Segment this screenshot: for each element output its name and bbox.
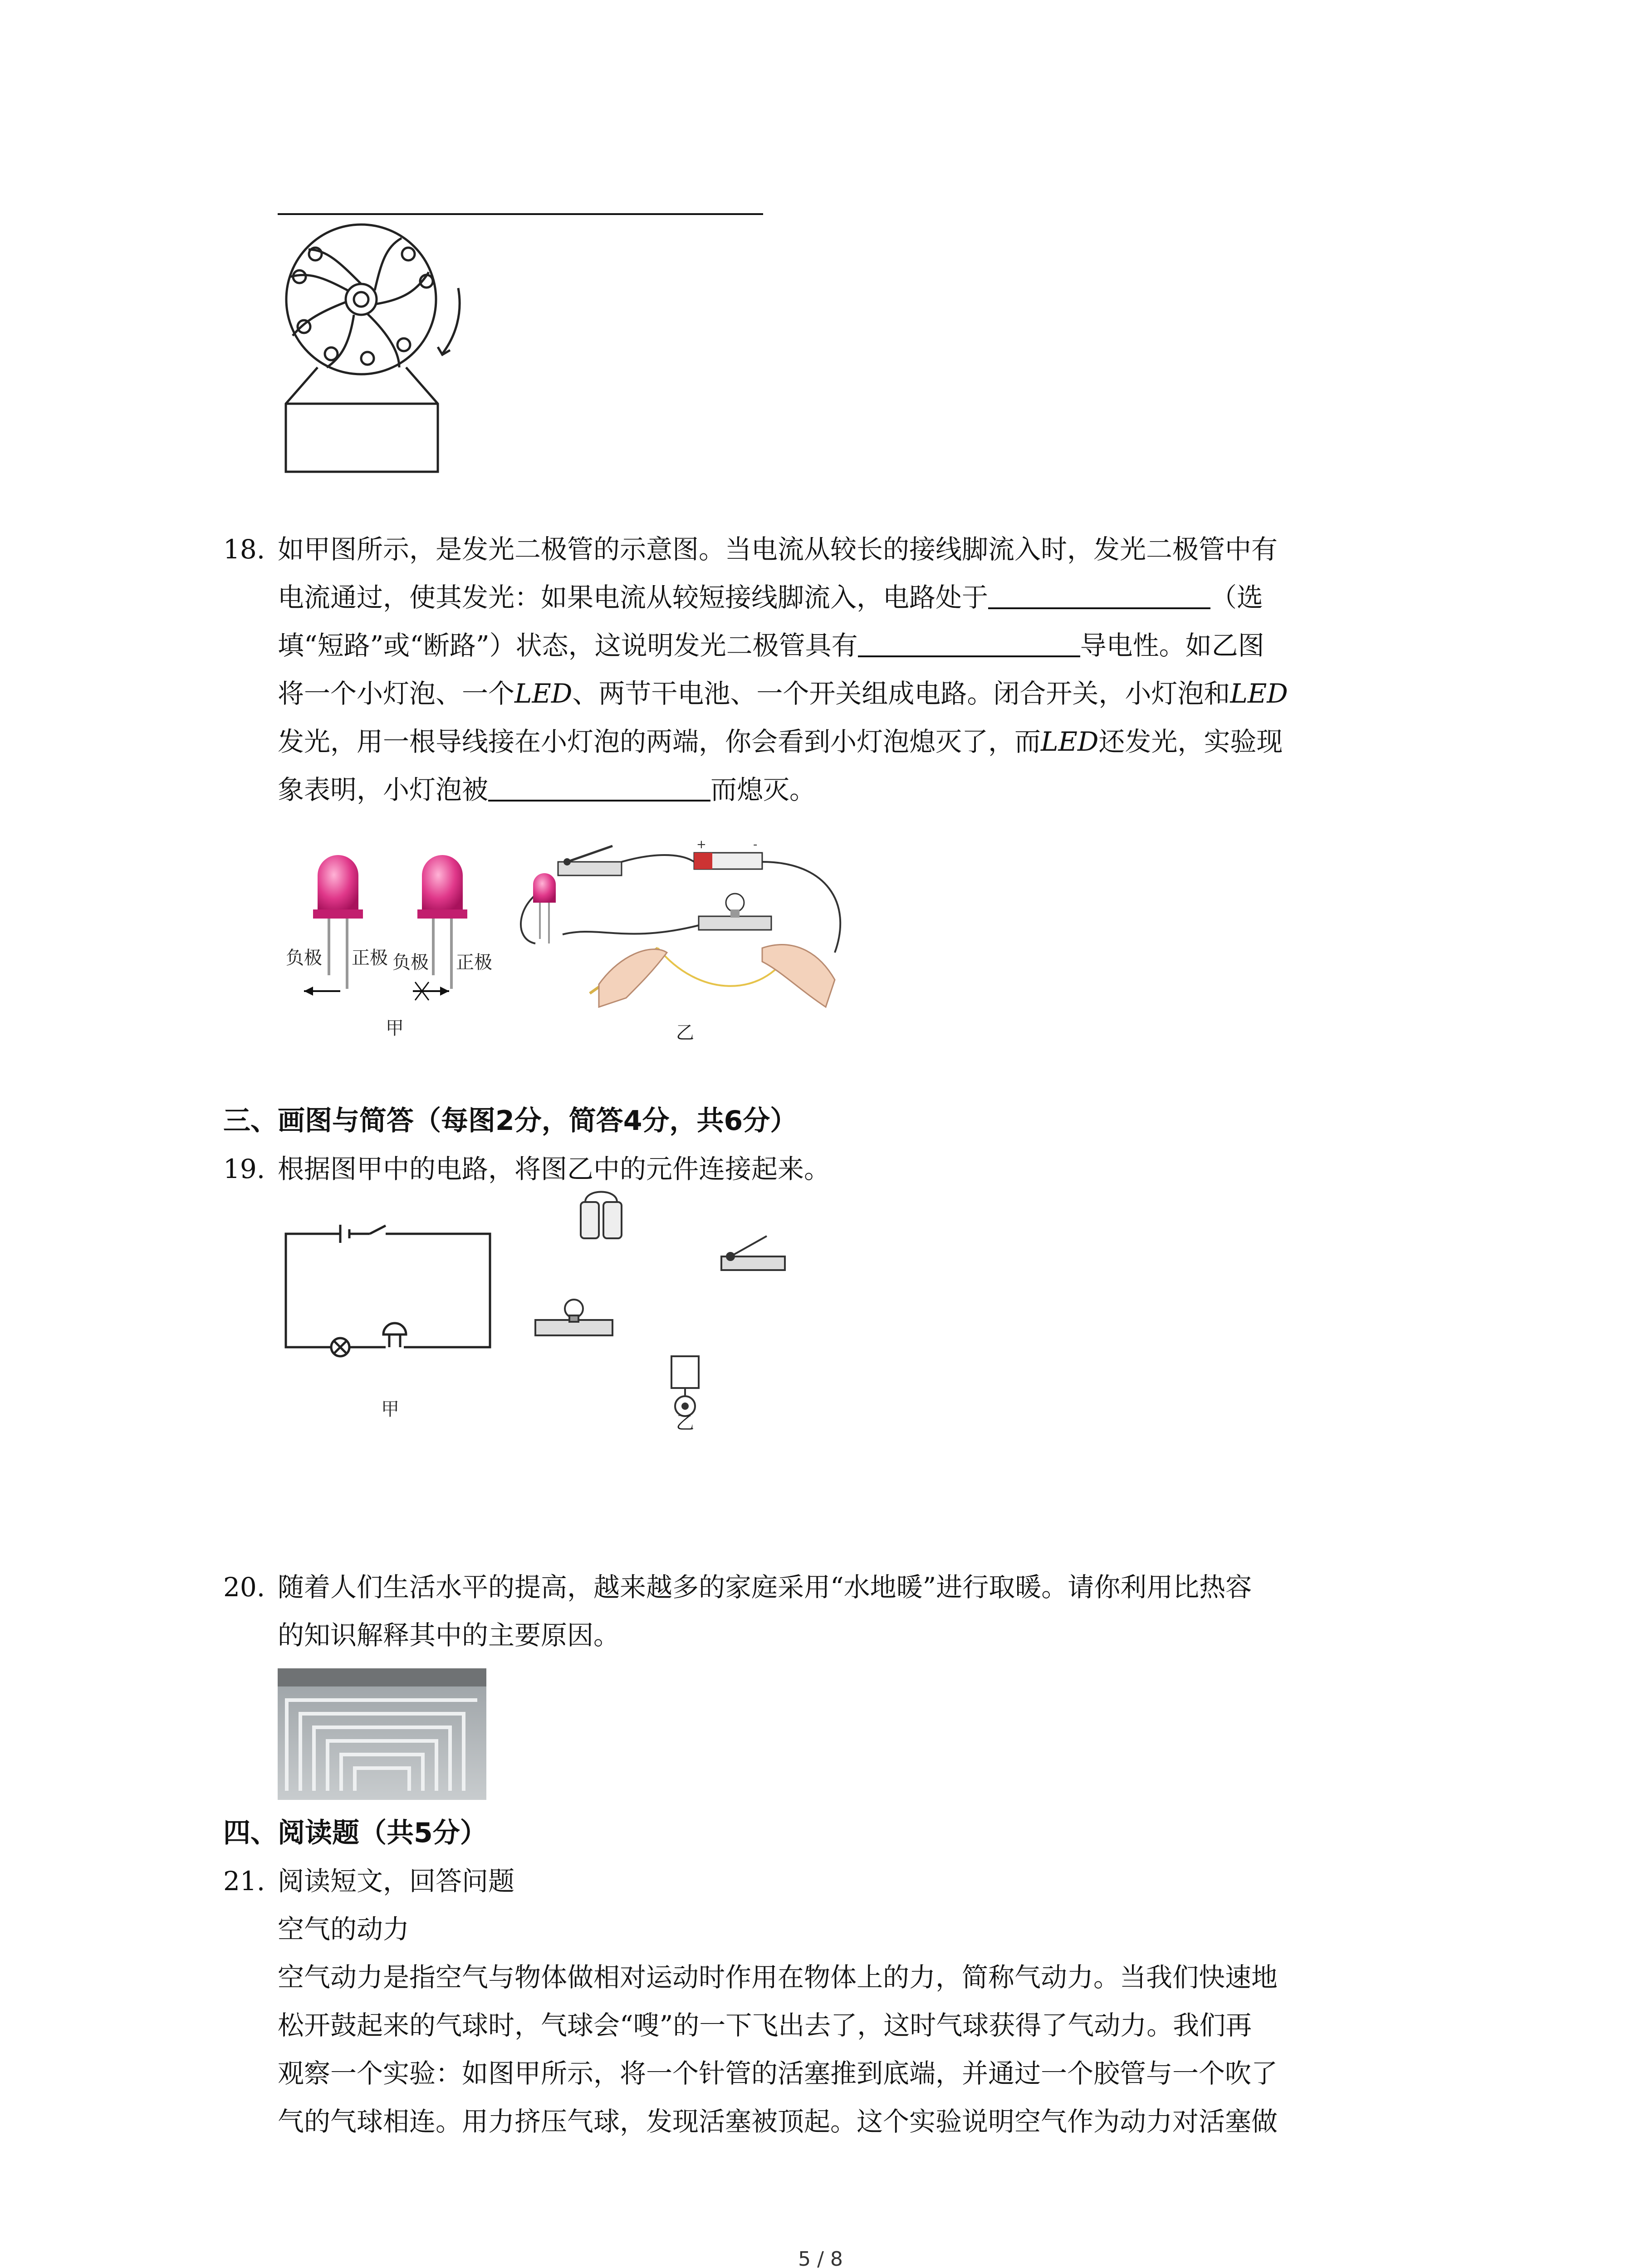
label-yi-18: 乙 <box>676 1022 694 1043</box>
q21-line4: 松开鼓起来的气球时，气球会“嗖”的一下飞出去了，这时气球获得了气动力。我们再 <box>278 2010 1252 2041</box>
led-2 <box>413 855 467 1000</box>
q20-number: 20. <box>223 1572 265 1603</box>
battery-pair <box>581 1192 622 1239</box>
circuit-photo-yi <box>508 835 871 1043</box>
label-neg2: 负极 <box>392 952 429 973</box>
q18-line1: 如甲图所示，是发光二极管的示意图。当电流从较长的接线脚流入时，发光二极管中有 <box>278 534 1278 565</box>
q21-line5: 观察一个实验：如图甲所示，将一个针管的活塞推到底端，并通过一个胶管与一个吹了 <box>278 2058 1278 2089</box>
battery-component <box>694 838 762 869</box>
svg-text:-: - <box>753 838 758 851</box>
q20-line2: 的知识解释其中的主要原因。 <box>278 1620 620 1651</box>
wheel-figure <box>272 222 481 485</box>
components-yi <box>531 1184 803 1438</box>
q19-text: 根据图甲中的电路，将图乙中的元件连接起来。 <box>278 1154 831 1184</box>
section4-title: 四、阅读题（共5分） <box>223 1817 487 1849</box>
q20-line1: 随着人们生活水平的提高，越来越多的家庭采用“水地暖”进行取暖。请你利用比热容 <box>278 1572 1252 1603</box>
q18-line2: 电流通过，使其发光：如果电流从较短接线脚流入，电路处于 （选 <box>278 582 1264 613</box>
led-1 <box>304 855 363 996</box>
q18-line5: 发光，用一根导线接在小灯泡的两端，你会看到小灯泡熄灭了，而LED还发光，实验现 <box>278 726 1283 757</box>
label-pos1: 正极 <box>352 948 388 968</box>
q21-line2: 空气的动力 <box>278 1914 410 1945</box>
answer-line-q17 <box>278 213 763 215</box>
section3-title: 三、画图与简答（每图2分，简答4分，共6分） <box>223 1105 798 1137</box>
label-neg1: 负极 <box>286 948 322 968</box>
led-figure-jia <box>277 853 513 1043</box>
floor-heating-photo <box>278 1668 486 1800</box>
label-jia-18: 甲 <box>386 1018 404 1039</box>
q19-number: 19. <box>223 1154 265 1184</box>
q21-line1: 阅读短文，回答问题 <box>278 1866 515 1897</box>
q18-line6: 象表明，小灯泡被 而熄灭。 <box>278 774 816 805</box>
lamp-component <box>699 894 771 930</box>
answer-blank-3[interactable] <box>488 773 710 802</box>
answer-blank-2[interactable] <box>858 629 1080 657</box>
svg-text:+: + <box>696 838 706 851</box>
switch-box <box>721 1236 785 1270</box>
label-yi-19: 乙 <box>676 1413 694 1433</box>
q21-line3: 空气动力是指空气与物体做相对运动时作用在物体上的力，简称气动力。当我们快速地 <box>278 1962 1278 1993</box>
switch-component <box>558 846 622 875</box>
label-pos2: 正极 <box>456 952 492 973</box>
led-in-circuit <box>533 873 556 943</box>
bell-component <box>671 1356 699 1416</box>
page-number: 5 / 8 <box>798 2248 843 2268</box>
q21-number: 21. <box>223 1866 265 1897</box>
q21-line6: 气的气球相连。用力挤压气球，发现活塞被顶起。这个实验说明空气作为动力对活塞做 <box>278 2106 1278 2137</box>
circuit-diagram-jia <box>272 1216 508 1424</box>
bulb-board <box>535 1300 612 1335</box>
q18-number: 18. <box>223 534 265 565</box>
q18-line4: 将一个小灯泡、一个LED、两节干电池、一个开关组成电路。闭合开关，小灯泡和LED <box>278 678 1288 709</box>
label-jia-19: 甲 <box>381 1399 399 1420</box>
answer-blank-1[interactable] <box>988 581 1210 609</box>
q18-line3: 填“短路”或“断路”）状态，这说明发光二极管具有 导电性。如乙图 <box>278 630 1264 661</box>
